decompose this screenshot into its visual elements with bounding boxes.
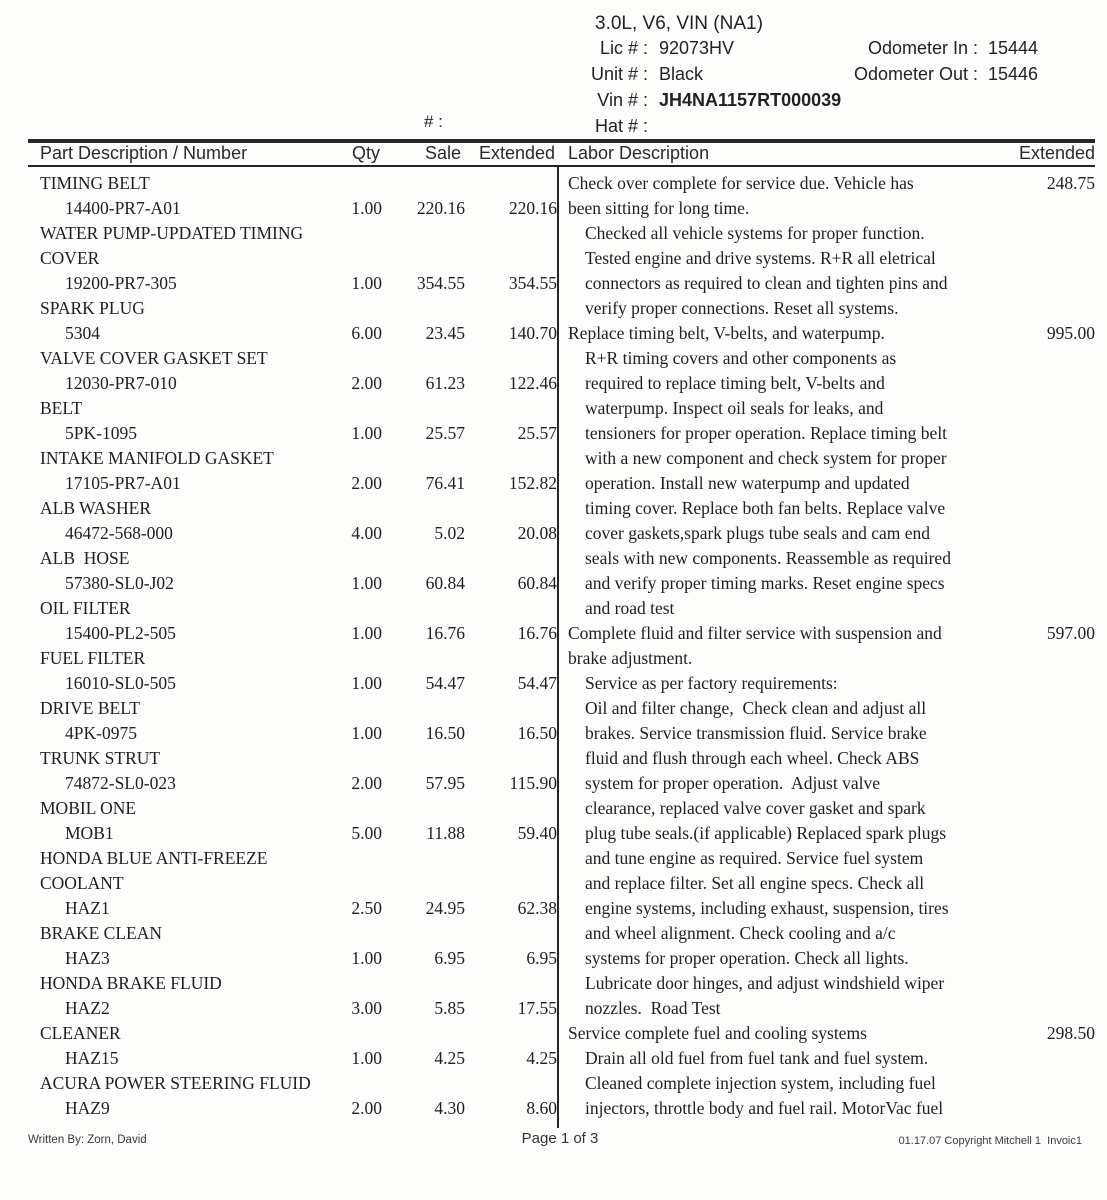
labor-detail-line: brakes. Service transmission fluid. Service brake (585, 723, 927, 743)
part-detail-row (28, 1096, 557, 1121)
part-extended: 4.25 (526, 1048, 557, 1068)
header-extended-labor: Extended (1018, 143, 1095, 163)
lic-label: Lic # : (599, 38, 648, 58)
part-sale: 24.95 (425, 898, 465, 918)
part-number: HAZ2 (65, 998, 110, 1018)
part-detail-row (28, 896, 557, 921)
part-extended: 25.57 (517, 423, 557, 443)
part-name-line: COOLANT (40, 873, 124, 893)
part-detail-row (28, 571, 557, 596)
part-extended: 16.50 (517, 723, 557, 743)
labor-summary-text: Replace timing belt, V-belts, and waterpump. (568, 323, 885, 343)
labor-detail-line: cover gaskets,spark plugs tube seals and cam end (585, 523, 931, 543)
copyright-note: 01.17.07 Copyright Mitchell 1 Invoic1 (898, 1135, 1082, 1147)
labor-detail-line: verify proper connections. Reset all systems. (585, 298, 899, 318)
labor-column (559, 171, 1095, 1121)
labor-detail-line: and wheel alignment. Check cooling and a/c (585, 923, 896, 943)
part-qty: 4.00 (351, 523, 382, 543)
part-name-line: DRIVE BELT (40, 698, 140, 718)
hat-label: Hat # : (594, 116, 648, 136)
part-qty: 2.00 (351, 773, 382, 793)
part-qty: 1.00 (351, 423, 382, 443)
part-extended: 115.90 (509, 773, 557, 793)
part-name-line: BELT (40, 398, 83, 418)
part-name-line: ACURA POWER STEERING FLUID (40, 1073, 311, 1093)
labor-detail-line: operation. Install new waterpump and updated (585, 473, 910, 493)
part-detail-row (28, 821, 557, 846)
labor-summary-text: Service complete fuel and cooling systems (568, 1023, 867, 1043)
part-sale: 354.55 (416, 273, 465, 293)
part-name-line: INTAKE MANIFOLD GASKET (40, 448, 274, 468)
part-name-line: ALB HOSE (40, 548, 130, 568)
labor-extended: 597.00 (1046, 623, 1095, 643)
labor-detail-line: Cleaned complete injection system, including fuel (585, 1073, 936, 1093)
part-number: 57380-SL0-J02 (65, 573, 174, 593)
part-number: HAZ3 (65, 948, 110, 968)
labor-detail-line: fluid and flush through each wheel. Check ABS (585, 748, 920, 768)
table-header-rule (28, 165, 1095, 167)
part-qty: 1.00 (351, 948, 382, 968)
part-number: HAZ9 (65, 1098, 110, 1118)
labor-detail-line: injectors, throttle body and fuel rail. MotorVac fuel (585, 1098, 944, 1118)
part-name-line: BRAKE CLEAN (40, 923, 163, 943)
part-name-line: FUEL FILTER (40, 648, 146, 668)
part-name-line: HONDA BRAKE FLUID (40, 973, 222, 993)
part-qty: 5.00 (351, 823, 382, 843)
labor-extended: 995.00 (1046, 323, 1095, 343)
part-sale: 16.76 (425, 623, 465, 643)
part-detail-row (28, 1046, 557, 1071)
part-extended: 16.76 (517, 623, 557, 643)
part-detail-row (28, 521, 557, 546)
part-qty: 1.00 (351, 273, 382, 293)
odometer-in-label: Odometer In : (867, 38, 978, 58)
labor-detail-line: waterpump. Inspect oil seals for leaks, and (585, 398, 884, 418)
part-detail-row (28, 271, 557, 296)
parts-column (28, 171, 557, 1121)
part-qty: 2.00 (351, 1098, 382, 1118)
labor-detail-line: Lubricate door hinges, and adjust windshield wiper (585, 973, 945, 993)
labor-detail-line: Drain all old fuel from fuel tank and fuel system. (585, 1048, 929, 1068)
labor-summary-row (559, 171, 1095, 196)
labor-summary-text: Check over complete for service due. Vehicle has (568, 173, 914, 193)
header-extended-parts: Extended (478, 143, 555, 163)
unit-value: Black (659, 64, 704, 84)
part-name-line: TIMING BELT (40, 173, 150, 193)
part-sale: 57.95 (425, 773, 465, 793)
part-extended: 54.47 (517, 673, 557, 693)
labor-detail-line: timing cover. Replace both fan belts. Replace valve (585, 498, 946, 518)
labor-detail-line: with a new component and check system for proper (585, 448, 947, 468)
page-indicator: Page 1 of 3 (521, 1130, 599, 1147)
part-detail-row (28, 471, 557, 496)
vin-label: Vin # : (597, 90, 648, 110)
labor-detail-line: Oil and filter change, Check clean and adjust all (585, 698, 927, 718)
part-extended: 6.95 (526, 948, 557, 968)
labor-detail-line: system for proper operation. Adjust valve (585, 773, 881, 793)
part-name-line: WATER PUMP-UPDATED TIMING (40, 223, 304, 243)
part-qty: 6.00 (351, 323, 382, 343)
part-number: HAZ15 (65, 1048, 119, 1068)
labor-detail-line: nozzles. Road Test (585, 998, 721, 1018)
header-qty: Qty (351, 143, 380, 163)
part-sale: 25.57 (425, 423, 465, 443)
part-detail-row (28, 321, 557, 346)
labor-summary-row (559, 621, 1095, 646)
part-number: 17105-PR7-A01 (65, 473, 181, 493)
part-number: 5304 (65, 323, 100, 343)
part-sale: 5.85 (434, 998, 465, 1018)
part-name-line: SPARK PLUG (40, 298, 145, 318)
part-qty: 2.50 (351, 898, 382, 918)
labor-detail-line: R+R timing covers and other components as (585, 348, 897, 368)
labor-summary-continuation: been sitting for long time. (568, 198, 750, 218)
part-extended: 62.38 (517, 898, 557, 918)
written-by: Written By: Zorn, David (28, 1134, 147, 1146)
part-extended: 20.08 (517, 523, 557, 543)
header-labor-description: Labor Description (568, 143, 710, 163)
labor-detail-line: plug tube seals.(if applicable) Replaced spark plugs (585, 823, 947, 843)
part-extended: 17.55 (517, 998, 557, 1018)
part-number: 46472-568-000 (65, 523, 173, 543)
part-qty: 1.00 (351, 198, 382, 218)
labor-detail-line: and road test (585, 598, 675, 618)
part-number: 16010-SL0-505 (65, 673, 176, 693)
part-sale: 5.02 (434, 523, 465, 543)
part-number: 12030-PR7-010 (65, 373, 177, 393)
number-sign-label: # : (424, 112, 443, 131)
part-sale: 60.84 (425, 573, 465, 593)
part-detail-row (28, 371, 557, 396)
part-number: MOB1 (65, 823, 114, 843)
lic-value: 92073HV (659, 38, 735, 58)
part-qty: 2.00 (351, 373, 382, 393)
part-sale: 4.25 (434, 1048, 465, 1068)
part-sale: 76.41 (425, 473, 465, 493)
part-qty: 2.00 (351, 473, 382, 493)
labor-detail-line: tensioners for proper operation. Replace timing belt (585, 423, 948, 443)
header-sale: Sale (424, 143, 461, 163)
part-name-line: OIL FILTER (40, 598, 131, 618)
part-number: 14400-PR7-A01 (65, 198, 181, 218)
labor-detail-line: and tune engine as required. Service fuel system (585, 848, 924, 868)
labor-summary-row (559, 1021, 1095, 1046)
part-name-line: CLEANER (40, 1023, 121, 1043)
labor-detail-line: engine systems, including exhaust, suspension, tires (585, 898, 949, 918)
part-detail-row (28, 771, 557, 796)
part-sale: 4.30 (434, 1098, 465, 1118)
labor-extended: 298.50 (1046, 1023, 1095, 1043)
part-detail-row (28, 621, 557, 646)
part-detail-row (28, 421, 557, 446)
part-sale: 61.23 (425, 373, 465, 393)
part-detail-row (28, 196, 557, 221)
part-sale: 6.95 (434, 948, 465, 968)
part-name-line: COVER (40, 248, 100, 268)
part-name-line: TRUNK STRUT (40, 748, 161, 768)
part-qty: 1.00 (351, 623, 382, 643)
part-sale: 220.16 (416, 198, 465, 218)
part-sale: 16.50 (425, 723, 465, 743)
odometer-in-value: 15444 (988, 38, 1039, 58)
labor-detail-line: systems for proper operation. Check all lights. (585, 948, 909, 968)
part-qty: 3.00 (351, 998, 382, 1018)
part-extended: 354.55 (508, 273, 557, 293)
labor-detail-line: Tested engine and drive systems. R+R all eletrical (585, 248, 936, 268)
part-qty: 1.00 (351, 1048, 382, 1068)
part-number: 4PK-0975 (65, 723, 137, 743)
engine-description: 3.0L, V6, VIN (NA1) (595, 13, 763, 34)
labor-extended: 248.75 (1046, 173, 1095, 193)
part-extended: 140.70 (508, 323, 557, 343)
part-qty: 1.00 (351, 723, 382, 743)
labor-detail-line: clearance, replaced valve cover gasket and spark (585, 798, 926, 818)
labor-detail-line: seals with new components. Reassemble as required (585, 548, 951, 568)
part-extended: 60.84 (517, 573, 557, 593)
part-number: HAZ1 (65, 898, 110, 918)
labor-detail-line: Service as per factory requirements: (585, 673, 838, 693)
labor-detail-line: and verify proper timing marks. Reset engine specs (585, 573, 945, 593)
labor-summary-text: Complete fluid and filter service with suspension and (568, 623, 942, 643)
labor-detail-line: and replace filter. Set all engine specs. Check all (585, 873, 925, 893)
part-detail-row (28, 946, 557, 971)
labor-summary-continuation: brake adjustment. (568, 648, 693, 668)
part-detail-row (28, 721, 557, 746)
labor-summary-row (559, 321, 1095, 346)
part-extended: 152.82 (508, 473, 557, 493)
part-name-line: MOBIL ONE (40, 798, 137, 818)
odometer-out-value: 15446 (988, 64, 1039, 84)
part-sale: 23.45 (425, 323, 465, 343)
part-qty: 1.00 (351, 673, 382, 693)
unit-label: Unit # : (590, 64, 648, 84)
part-sale: 11.88 (426, 823, 465, 843)
labor-detail-line: Checked all vehicle systems for proper function. (585, 223, 925, 243)
part-extended: 8.60 (526, 1098, 557, 1118)
part-name-line: HONDA BLUE ANTI-FREEZE (40, 848, 268, 868)
part-number: 15400-PL2-505 (65, 623, 176, 643)
vin-value: JH4NA1157RT000039 (659, 90, 842, 110)
part-sale: 54.47 (425, 673, 465, 693)
part-extended: 59.40 (517, 823, 557, 843)
part-number: 19200-PR7-305 (65, 273, 177, 293)
part-number: 74872-SL0-023 (65, 773, 176, 793)
part-name-line: VALVE COVER GASKET SET (40, 348, 268, 368)
part-extended: 220.16 (508, 198, 557, 218)
labor-detail-line: required to replace timing belt, V-belts and (585, 373, 885, 393)
part-detail-row (28, 996, 557, 1021)
part-number: 5PK-1095 (65, 423, 137, 443)
part-detail-row (28, 671, 557, 696)
part-name-line: ALB WASHER (40, 498, 152, 518)
part-extended: 122.46 (508, 373, 557, 393)
part-qty: 1.00 (351, 573, 382, 593)
labor-detail-line: connectors as required to clean and tighten pins and (585, 273, 948, 293)
odometer-out-label: Odometer Out : (853, 64, 978, 84)
header-part-description: Part Description / Number (40, 143, 248, 163)
